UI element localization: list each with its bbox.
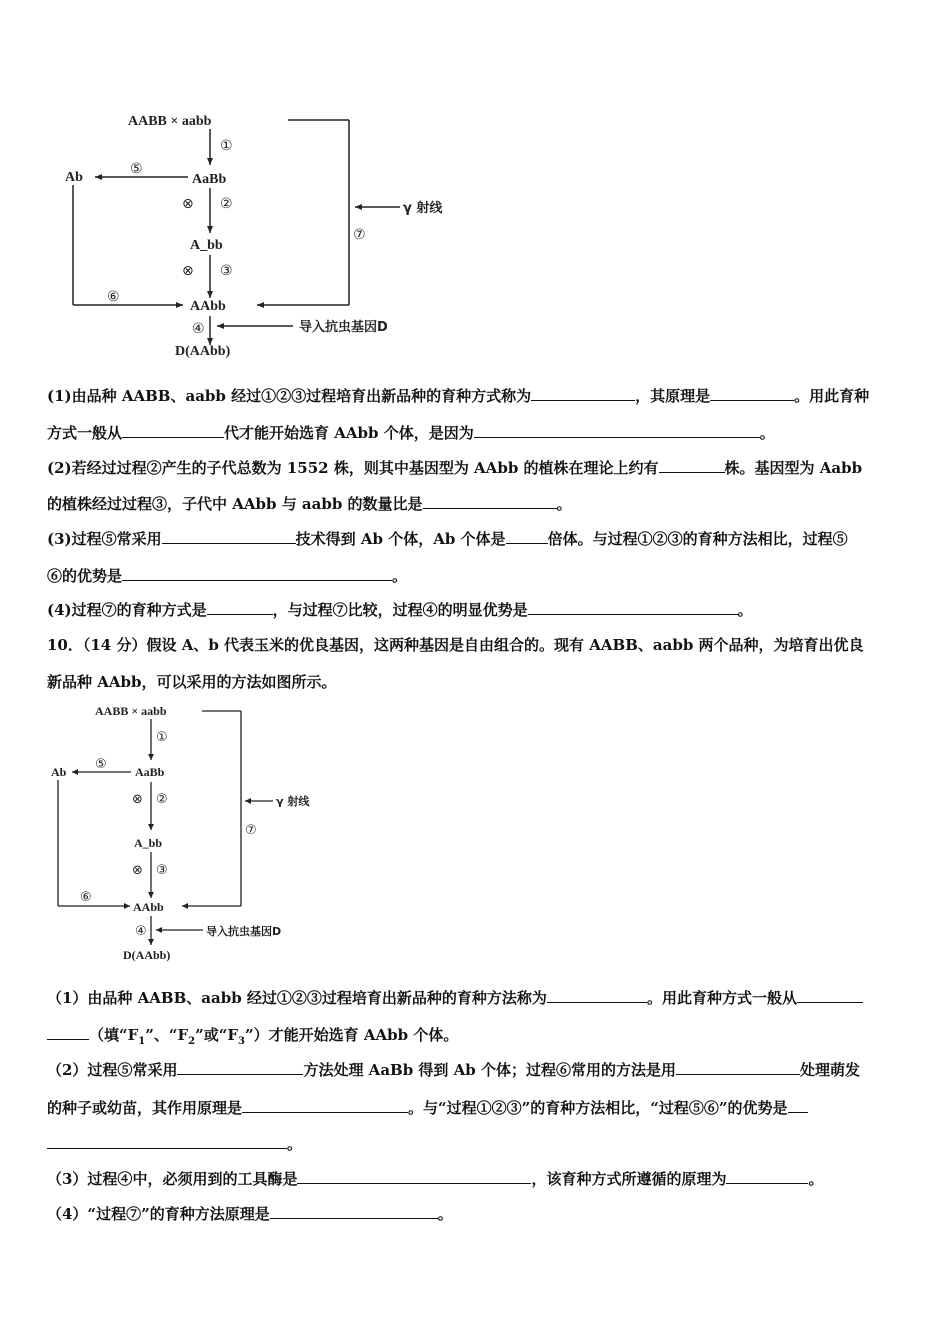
q10-intro-2: 新品种 AAbb，可以采用的方法如图所示。 [47, 673, 337, 691]
step-5: ⑤ [95, 757, 107, 772]
q10-line-6: （3）过程④中，必须用到的工具酶是 ，该育种方式所遵循的原理为 。 [47, 1170, 824, 1188]
step-1: ① [220, 138, 233, 154]
haploid-label: Ab [51, 765, 67, 779]
q9-line-3: (2)若经过过程②产生的子代总数为 1552 株，则其中基因型为 AAbb 的植株在理论上约有 株。基因型为 Aabb [47, 459, 863, 477]
q10-intro-1: 10．（14 分）假设 A、b 代表玉米的优良基因，这两种基因是自由组合的。现有 AABB、aabb 两个品种，为培育出优良 [47, 636, 864, 654]
step-7: ⑦ [353, 227, 366, 243]
f2-label: A_bb [190, 238, 223, 253]
step-4: ④ [192, 321, 205, 337]
step-6: ⑥ [107, 289, 120, 305]
q9-line-6: ⑥的优势是 。 [47, 567, 408, 585]
blank[interactable] [474, 423, 760, 438]
blank[interactable] [710, 386, 794, 401]
step-6: ⑥ [80, 890, 92, 905]
breeding-diagram-1 [55, 105, 475, 365]
self-symbol-2: ⊗ [182, 263, 194, 279]
blank[interactable] [242, 1098, 408, 1113]
blank[interactable] [207, 600, 273, 615]
q10-line-3: （2）过程⑤常采用 方法处理 AaBb 得到 Ab 个体；过程⑥常用的方法是用 处理萌发 [47, 1061, 861, 1079]
blank[interactable] [528, 600, 738, 615]
f2-label: A_bb [134, 836, 163, 850]
q9-line-4: 的植株经过过程③，子代中 AAbb 与 aabb 的数量比是 。 [47, 495, 572, 513]
q9-line-2: 方式一般从 代才能开始选育 AAbb 个体，是因为 。 [47, 424, 775, 442]
blank[interactable] [270, 1204, 438, 1219]
step-5: ⑤ [130, 161, 143, 177]
blank[interactable] [547, 988, 647, 1003]
step-3: ③ [220, 263, 233, 279]
final-label: D(AAbb) [175, 344, 231, 359]
self-symbol-1: ⊗ [182, 196, 194, 212]
step-7: ⑦ [245, 823, 257, 838]
q10-line-7: （4）“过程⑦”的育种方法原理是 。 [47, 1205, 453, 1223]
parents-label: AABB × aabb [95, 704, 167, 718]
q9-line-5: (3)过程⑤常采用 技术得到 Ab 个体，Ab 个体是 倍体。与过程①②③的育种方法相比，过程⑤ [47, 530, 848, 548]
blank[interactable] [122, 566, 392, 581]
blank[interactable] [162, 529, 296, 544]
q10-line-1: （1）由品种 AABB、aabb 经过①②③过程培育出新品种的育种方法称为 。用此育种方式一般从 [47, 988, 907, 1008]
blank[interactable] [506, 529, 548, 544]
import-gene-label: 导入抗虫基因D [299, 320, 388, 335]
blank[interactable] [423, 494, 557, 509]
step-4: ④ [135, 924, 147, 939]
target-label: AAbb [133, 900, 164, 914]
blank[interactable] [676, 1060, 800, 1075]
parents-label: AABB × aabb [128, 114, 212, 129]
blank[interactable] [47, 1134, 287, 1149]
step-2: ② [156, 792, 168, 807]
q9-line-7: (4)过程⑦的育种方式是 ，与过程⑦比较，过程④的明显优势是 。 [47, 601, 753, 619]
blank[interactable] [177, 1060, 303, 1075]
step-1: ① [156, 730, 168, 745]
blank[interactable] [47, 1025, 89, 1040]
target-label: AAbb [190, 299, 226, 314]
blank[interactable] [297, 1169, 531, 1184]
gamma-label: γ 射线 [403, 201, 443, 216]
haploid-label: Ab [65, 170, 83, 185]
step-3: ③ [156, 863, 168, 878]
gamma-label: γ 射线 [276, 795, 310, 808]
q10-line-2: （填“$F_1$”、“$F_2$”或“$F_3$”）才能开始选育 AAbb 个体。 [47, 1025, 907, 1052]
blank[interactable] [531, 386, 635, 401]
q10-line-5: 。 [47, 1134, 907, 1154]
import-gene-label: 导入抗虫基因D [206, 925, 282, 938]
f1-label: AaBb [135, 765, 165, 779]
q10-line-4: 的种子或幼苗，其作用原理是 。与“过程①②③”的育种方法相比，“过程⑤⑥”的优势是 [47, 1098, 907, 1118]
blank[interactable] [797, 988, 863, 1003]
breeding-diagram-2 [40, 698, 340, 968]
step-2: ② [220, 196, 233, 212]
self-symbol-1: ⊗ [132, 792, 143, 807]
blank[interactable] [788, 1098, 808, 1113]
blank[interactable] [659, 458, 725, 473]
blank[interactable] [726, 1169, 808, 1184]
final-label: D(AAbb) [123, 948, 171, 962]
f1-label: AaBb [192, 172, 227, 187]
q9-line-1: (1)由品种 AABB、aabb 经过①②③过程培育出新品种的育种方式称为 ，其原理是 。用此育种 [47, 387, 870, 405]
blank[interactable] [122, 423, 224, 438]
self-symbol-2: ⊗ [132, 863, 143, 878]
